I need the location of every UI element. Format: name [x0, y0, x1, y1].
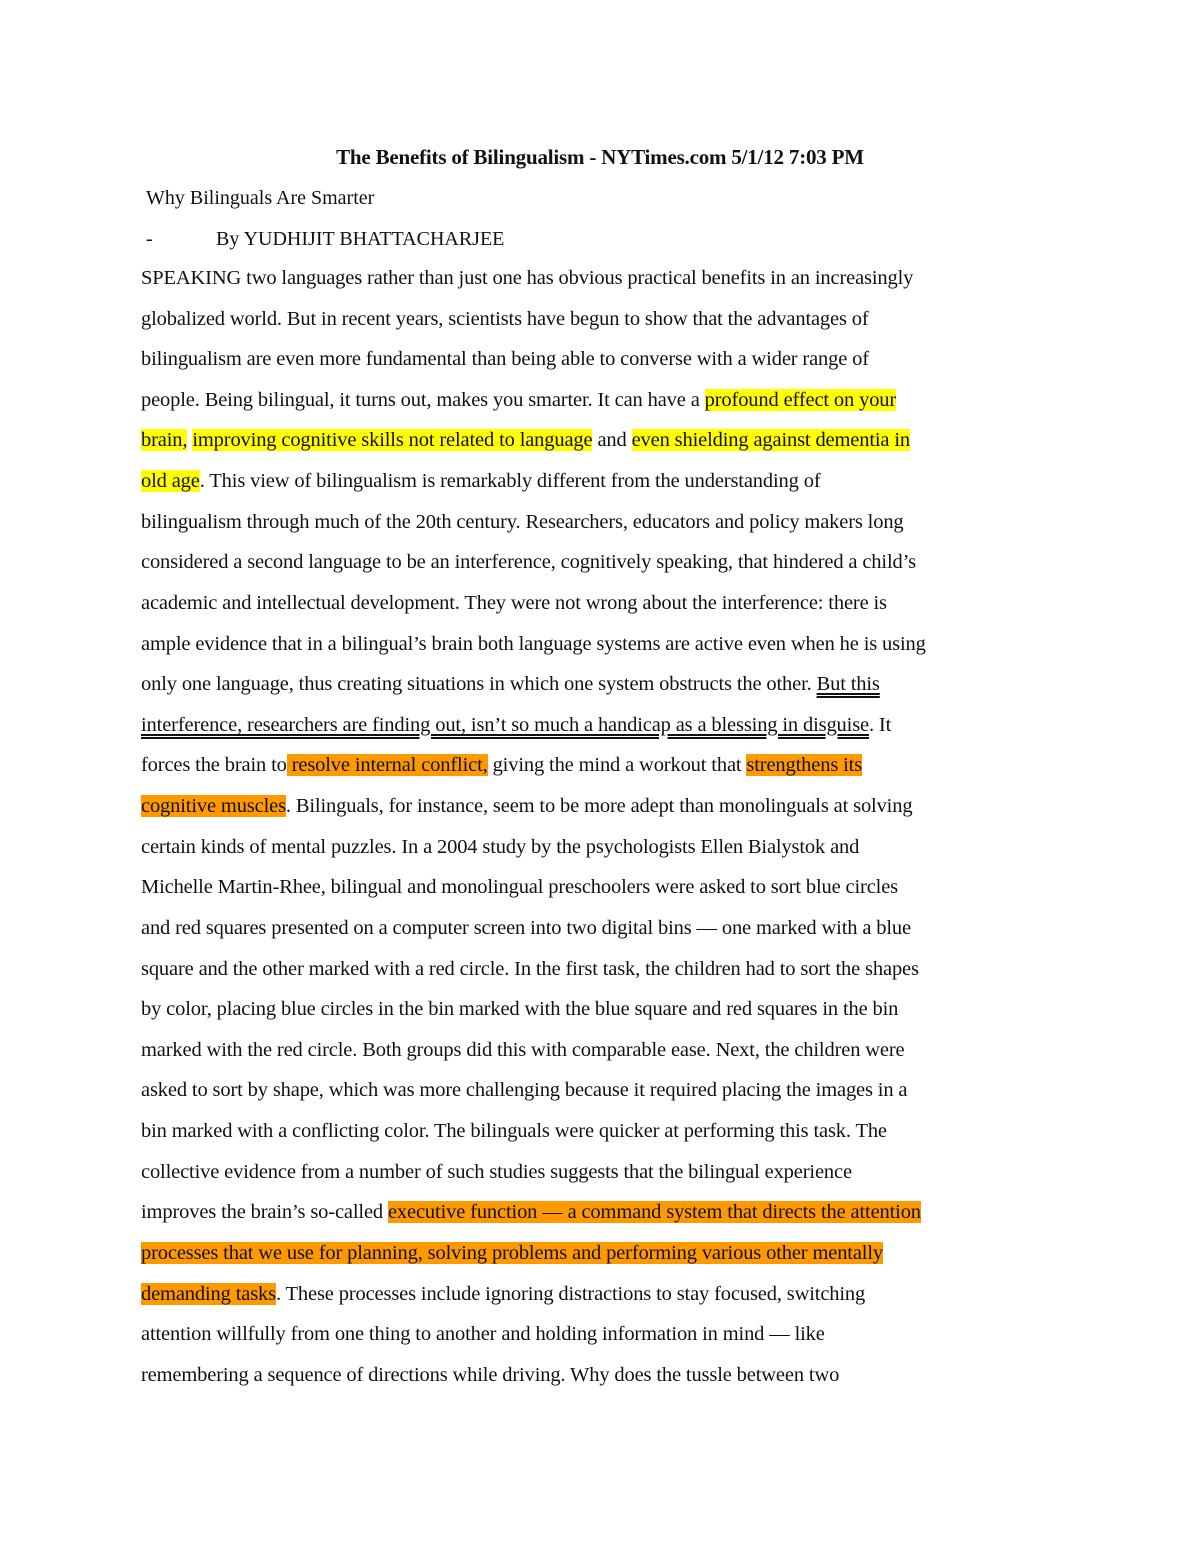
highlighted-text: executive function — a command system that directs the attention — [387, 1201, 921, 1224]
text-run: people. Being bilingual, it turns out, makes you smarter. It can have a — [141, 388, 705, 411]
text-line — [141, 711, 891, 739]
text-line — [141, 792, 912, 820]
text-run: asked to sort by shape, which was more challenging because it required placing the images in a — [141, 1079, 908, 1102]
text-line — [141, 426, 910, 454]
text-run: attention willfully from one thing to another and holding information in mind — like — [141, 1323, 825, 1346]
text-line — [141, 305, 869, 333]
text-run: by color, placing blue circles in the bin marked with the blue square and red squares in the bin — [141, 998, 899, 1021]
highlighted-text: processes that we use for planning, solving problems and performing various other mentally — [141, 1241, 883, 1264]
text-line — [141, 386, 896, 414]
text-run: . This view of bilingualism is remarkably different from the understanding of — [199, 470, 821, 493]
article-subtitle: Why Bilinguals Are Smarter — [146, 187, 375, 209]
highlighted-text: cognitive muscles — [141, 795, 286, 818]
highlighted-text: resolve internal conflict, — [286, 754, 488, 777]
text-run: and — [592, 429, 632, 452]
text-run: Michelle Martin-Rhee, bilingual and monolingual preschoolers were asked to sort blue circles — [141, 876, 899, 899]
text-run: ample evidence that in a bilingual’s brain both language systems are active even when he is using — [141, 632, 926, 655]
text-line — [141, 264, 913, 292]
highlighted-text: even shielding against dementia in — [631, 429, 911, 452]
text-run: forces the brain to — [141, 754, 287, 777]
text-run: . These processes include ignoring distractions to stay focused, switching — [275, 1282, 866, 1305]
text-run: globalized world. But in recent years, scientists have begun to show that the advantages of — [141, 307, 869, 330]
text-line — [141, 1036, 905, 1064]
text-line — [141, 995, 898, 1023]
text-line — [141, 873, 898, 901]
text-line — [141, 751, 862, 779]
text-run: and red squares presented on a computer screen into two digital bins — one marked with a blue — [141, 916, 911, 939]
text-run: bin marked with a conflicting color. The bilinguals were quicker at performing this task. The — [141, 1120, 887, 1143]
byline-bullet: - — [146, 228, 153, 250]
text-run: improves the brain’s so-called — [141, 1201, 388, 1224]
text-run: bilingualism are even more fundamental than being able to converse with a wider range of — [141, 348, 869, 371]
underlined-text: interference, researchers are finding out, isn’t so much a handicap as a blessing in disguise — [141, 713, 869, 736]
highlighted-text: profound effect on your — [704, 388, 897, 411]
document-title: The Benefits of Bilingualism - NYTimes.com 5/1/12 7:03 PM — [336, 145, 864, 169]
text-line — [141, 548, 916, 576]
text-line — [141, 1239, 883, 1267]
text-line — [141, 1076, 907, 1104]
text-run: academic and intellectual development. They were not wrong about the interference: there is — [141, 591, 887, 614]
text-run: collective evidence from a number of such studies suggests that the bilingual experience — [141, 1160, 852, 1183]
text-line — [141, 1361, 839, 1389]
text-line — [141, 1158, 852, 1186]
text-run: SPEAKING two languages rather than just one has obvious practical benefits in an increasingly — [141, 267, 914, 289]
text-line — [141, 1198, 921, 1226]
text-line — [141, 589, 887, 617]
text-run: . It — [868, 713, 892, 736]
text-line — [141, 1280, 865, 1308]
text-run: bilingualism through much of the 20th century. Researchers, educators and policy makers long — [141, 510, 904, 533]
text-run: marked with the red circle. Both groups did this with comparable ease. Next, the children were — [141, 1038, 905, 1061]
text-run: only one language, thus creating situations in which one system obstructs the other. — [141, 673, 817, 696]
text-line — [141, 1320, 825, 1348]
highlighted-text: improving cognitive skills not related to language — [192, 429, 593, 452]
text-run: considered a second language to be an interference, cognitively speaking, that hindered a child’s — [141, 551, 916, 574]
text-line — [141, 345, 869, 373]
byline-text: By YUDHIJIT BHATTACHARJEE — [216, 228, 505, 250]
text-run: remembering a sequence of directions while driving. Why does the tussle between two — [141, 1363, 840, 1386]
text-run: square and the other marked with a red circle. In the first task, the children had to sort the shapes — [141, 957, 919, 980]
highlighted-text: old age — [141, 470, 200, 493]
text-run: giving the mind a workout that — [487, 754, 747, 777]
text-line — [141, 914, 911, 942]
text-line — [141, 670, 880, 698]
text-line — [141, 467, 821, 495]
text-line — [141, 833, 859, 861]
text-line — [141, 630, 926, 658]
highlighted-text: strengthens its — [746, 754, 863, 777]
text-run: certain kinds of mental puzzles. In a 2004 study by the psychologists Ellen Bialystok and — [141, 835, 860, 858]
highlighted-text: brain, — [141, 429, 188, 452]
underlined-text: But this — [816, 673, 880, 696]
text-run: . Bilinguals, for instance, seem to be more adept than monolinguals at solving — [285, 795, 913, 818]
text-line — [141, 508, 904, 536]
highlighted-text: demanding tasks — [141, 1282, 276, 1305]
article-byline — [146, 225, 504, 253]
text-line — [141, 1117, 887, 1145]
text-line — [141, 955, 919, 983]
